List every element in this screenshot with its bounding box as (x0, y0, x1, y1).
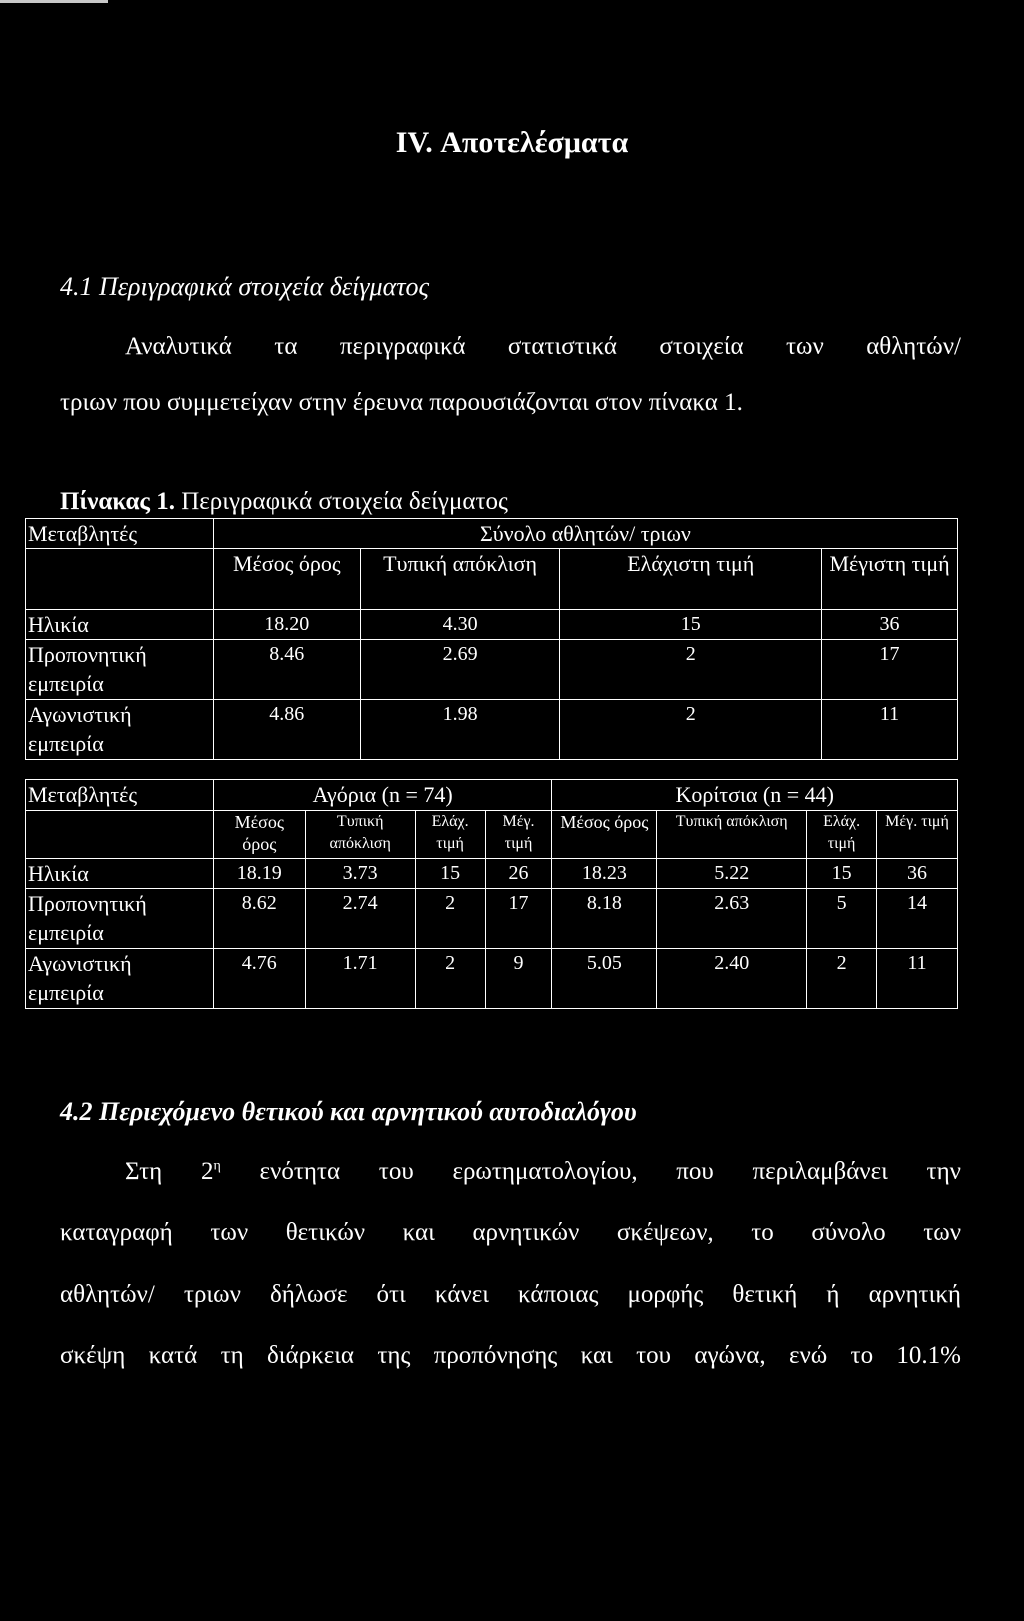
col-max: Μέγ. τιμή (485, 811, 552, 859)
paragraph-2-line-1-a: Στη 2 (125, 1158, 214, 1185)
cell: 5.05 (552, 949, 657, 1009)
col-max: Μέγ. τιμή (877, 811, 958, 859)
table-row (26, 640, 958, 700)
table-total-athletes (25, 518, 958, 760)
cell: 17 (485, 889, 552, 949)
cell: 8.18 (552, 889, 657, 949)
col-min: Ελάχ. τιμή (415, 811, 485, 859)
table2-header-row (26, 780, 958, 811)
paragraph-1-line-2: τριων που συμμετείχαν στην έρευνα παρουσιάζονται στον πίνακα 1. (60, 389, 743, 416)
paragraph-2-line-4: σκέψη κατά τη διάρκεια της προπόνησης και του αγώνα, ενώ το 10.1% (60, 1342, 961, 1369)
paragraph-1-line-1: Αναλυτικά τα περιγραφικά στατιστικά στοιχεία των αθλητών/ (125, 333, 961, 360)
cell: 2.40 (657, 949, 807, 1009)
cell: 15 (415, 859, 485, 889)
cell: 2.63 (657, 889, 807, 949)
cell: 2 (560, 640, 822, 700)
table-row (26, 949, 958, 1009)
cell: 17 (822, 640, 958, 700)
cell: 2 (415, 889, 485, 949)
col-min: Ελάχ. τιμή (807, 811, 877, 859)
row-label: Προπονητική εμπειρία (26, 640, 214, 700)
boys-header: Αγόρια (n = 74) (213, 780, 552, 811)
cell: 36 (877, 859, 958, 889)
table-row (26, 859, 958, 889)
paragraph-2-line-1 (125, 1158, 961, 1186)
table1-column-row (26, 549, 958, 610)
subsection-title-4-2: 4.2 Περιεχόμενο θετικού και αρνητικού αυτοδιαλόγου (60, 1097, 637, 1126)
table1-var-header: Μεταβλητές (26, 519, 214, 549)
col-mean: Μέσος όρος (552, 811, 657, 859)
paragraph-2-line-2: καταγραφή των θετικών και αρνητικών σκέψεων, το σύνολο των (60, 1219, 961, 1246)
cell: 14 (877, 889, 958, 949)
row-label: Ηλικία (26, 610, 214, 640)
cell: 1.71 (305, 949, 415, 1009)
cell: 2 (560, 700, 822, 760)
table1-col-mean: Μέσος όρος (213, 549, 360, 610)
paragraph-2-line-3: αθλητών/ τριων δήλωσε ότι κάνει κάποιας μορφής θετική ή αρνητική (60, 1281, 961, 1308)
table-caption-text: Περιγραφικά στοιχεία δείγματος (174, 488, 508, 515)
cell: 11 (822, 700, 958, 760)
cell: 9 (485, 949, 552, 1009)
cell: 36 (822, 610, 958, 640)
cell: 18.19 (213, 859, 305, 889)
row-label: Ηλικία (26, 859, 214, 889)
row-label: Αγωνιστική εμπειρία (26, 700, 214, 760)
cell: 15 (807, 859, 877, 889)
cell: 11 (877, 949, 958, 1009)
cell: 2 (807, 949, 877, 1009)
cell: 18.23 (552, 859, 657, 889)
table1-col-min: Ελάχιστη τιμή (560, 549, 822, 610)
section-title: IV. Αποτελέσματα (395, 126, 629, 159)
table2-column-row (26, 811, 958, 859)
girls-header: Κορίτσια (n = 44) (552, 780, 958, 811)
subsection-title-4-1: 4.1 Περιγραφικά στοιχεία δείγματος (60, 272, 430, 301)
cell: 2.74 (305, 889, 415, 949)
cell: 15 (560, 610, 822, 640)
table-by-gender (25, 779, 958, 1009)
cell: 3.73 (305, 859, 415, 889)
table1-col-sd: Τυπική απόκλιση (360, 549, 560, 610)
cell: 2 (415, 949, 485, 1009)
table1-group-header: Σύνολο αθλητών/ τριων (213, 519, 957, 549)
table1-col-max: Μέγιστη τιμή (822, 549, 958, 610)
col-mean: Μέσος όρος (213, 811, 305, 859)
cell: 4.30 (360, 610, 560, 640)
table2-var-header: Μεταβλητές (26, 780, 214, 811)
row-label: Αγωνιστική εμπειρία (26, 949, 214, 1009)
col-sd: Τυπική απόκλιση (657, 811, 807, 859)
paragraph-2-line-1-b: ενότητα του ερωτηματολογίου, που περιλαμβάνει την (220, 1158, 961, 1185)
top-edge-line (0, 0, 108, 3)
cell: 8.62 (213, 889, 305, 949)
superscript-eta: η (213, 1158, 221, 1174)
cell: 18.20 (213, 610, 360, 640)
table-caption (60, 488, 508, 516)
table-row (26, 700, 958, 760)
col-sd: Τυπική απόκλιση (305, 811, 415, 859)
table1-header-row (26, 519, 958, 549)
cell: 5.22 (657, 859, 807, 889)
cell: 1.98 (360, 700, 560, 760)
row-label: Προπονητική εμπειρία (26, 889, 214, 949)
cell: 4.76 (213, 949, 305, 1009)
table-caption-label: Πίνακας 1. (60, 488, 175, 515)
cell: 8.46 (213, 640, 360, 700)
cell: 2.69 (360, 640, 560, 700)
table-row (26, 889, 958, 949)
cell: 26 (485, 859, 552, 889)
cell: 4.86 (213, 700, 360, 760)
cell: 5 (807, 889, 877, 949)
table-row (26, 610, 958, 640)
